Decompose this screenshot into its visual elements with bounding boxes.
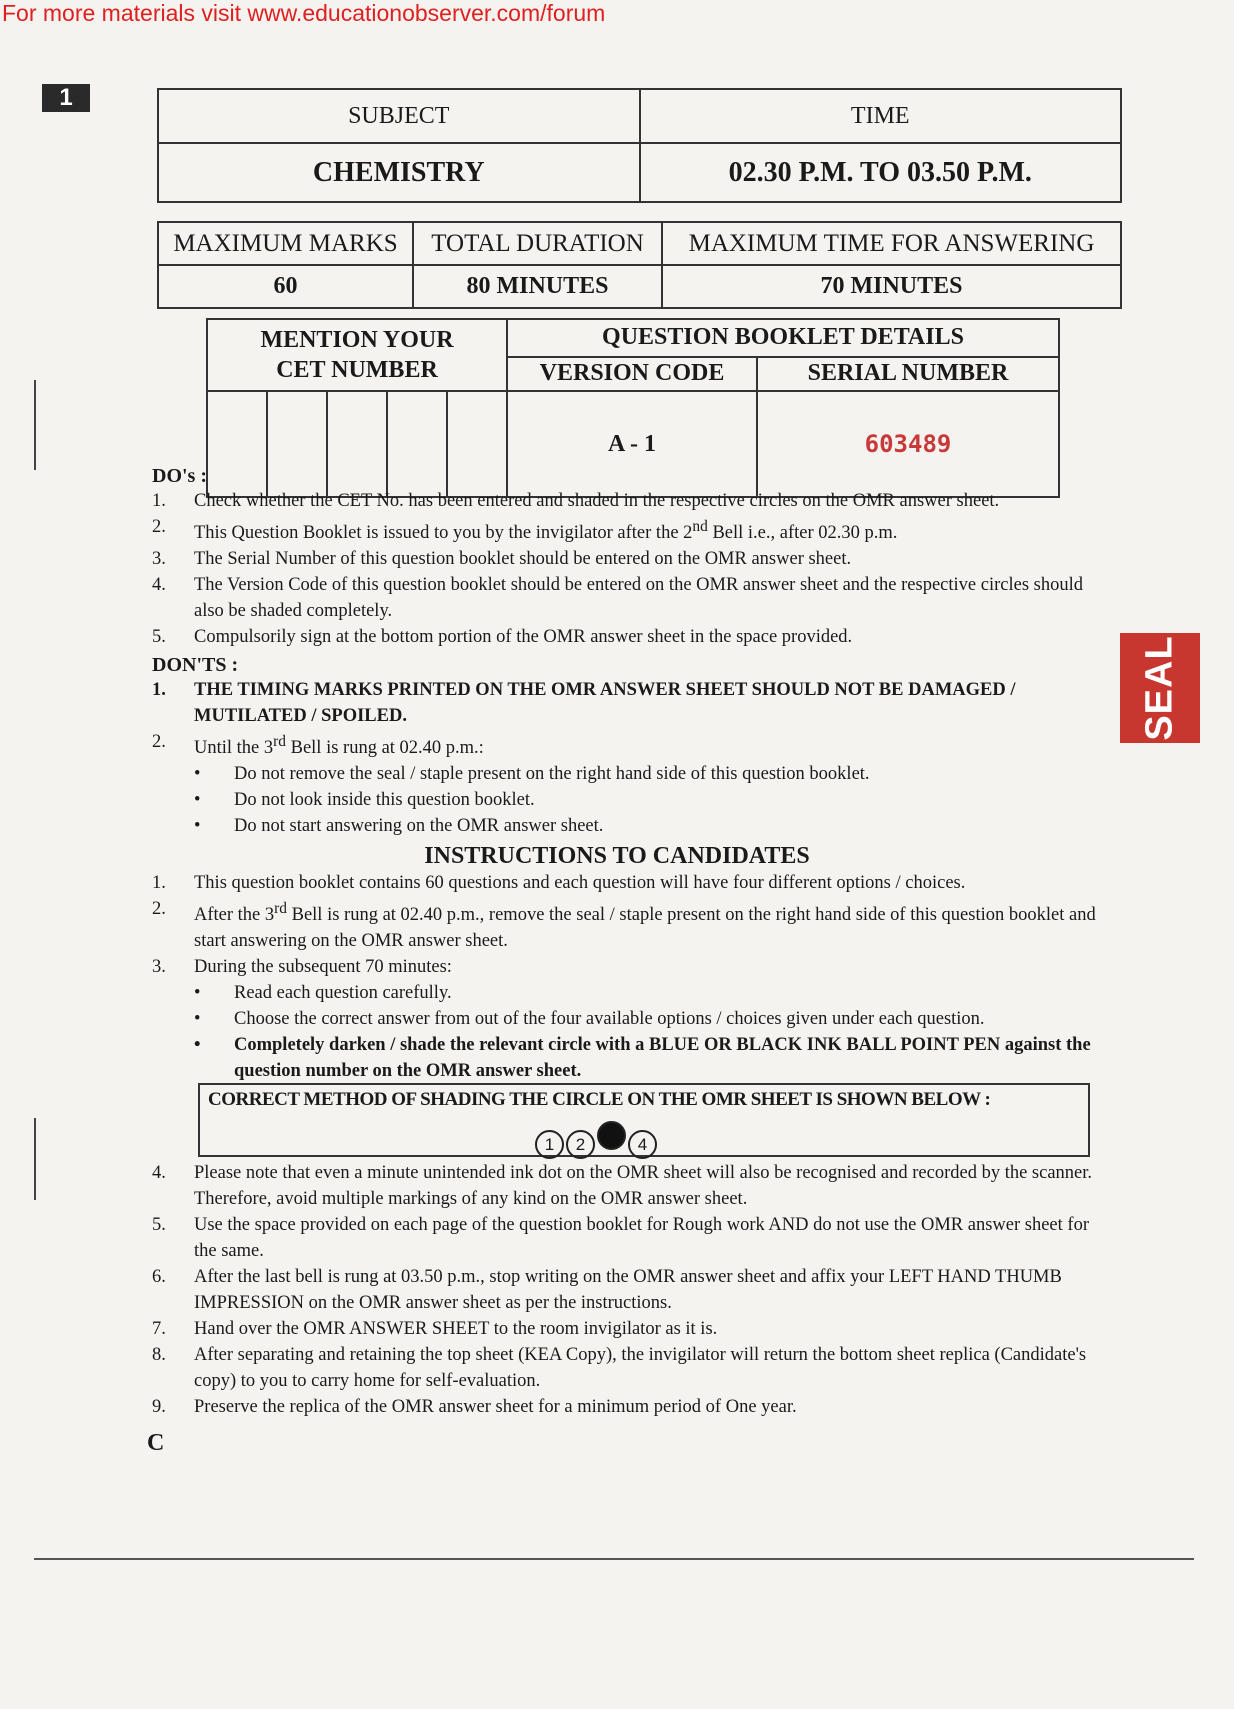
dos-title: DO's : <box>152 465 207 487</box>
item-sup: nd <box>692 518 708 535</box>
item-text: Preserve the replica of the OMR answer sheet for a minimum period of One year. <box>194 1397 797 1417</box>
omr-example-box <box>198 1083 1090 1157</box>
item-text: Please note that even a minute unintended ink dot on the OMR sheet will also be recognised and recorded by the scanner. Therefore, avoid multiple markings of any kind on the OMR answer sheet. <box>194 1163 1093 1209</box>
item-text: Bell is rung at 02.40 p.m., remove the seal / staple present on the right hand side of this question booklet and start answering on the OMR answer sheet. <box>194 905 1096 952</box>
list-item <box>152 1264 1112 1316</box>
item-number: 4. <box>152 575 166 596</box>
version-code-label: VERSION CODE <box>507 357 757 391</box>
item-number: 7. <box>152 1319 166 1339</box>
list-item <box>152 729 1112 839</box>
max-marks-label: MAXIMUM MARKS <box>158 222 413 265</box>
item-number: 3. <box>152 957 166 978</box>
marks-table <box>157 221 1122 309</box>
item-number: 3. <box>152 549 166 570</box>
list-item <box>152 1342 1112 1394</box>
cet-digit-box[interactable] <box>207 391 267 497</box>
cet-digit-box[interactable] <box>387 391 447 497</box>
time-value: 02.30 P.M. TO 03.50 P.M. <box>640 143 1122 202</box>
bullet-item: • Do not look inside this question booklet. <box>194 787 1112 813</box>
bullet-item: • Read each question carefully. <box>194 980 1112 1006</box>
subject-value: CHEMISTRY <box>158 143 640 202</box>
item-number: 4. <box>152 1163 166 1183</box>
item-text: Hand over the OMR ANSWER SHEET to the room invigilator as it is. <box>194 1319 718 1339</box>
instructions-list-continued <box>152 1160 1112 1420</box>
max-time-label: MAXIMUM TIME FOR ANSWERING <box>662 222 1121 265</box>
donts-list <box>152 677 1112 839</box>
item-number: 2. <box>152 732 166 752</box>
instructions-list <box>152 870 1112 1084</box>
item-text: Compulsorily sign at the bottom portion of the OMR answer sheet in the space provided. <box>194 627 853 648</box>
item-text: THE TIMING MARKS PRINTED ON THE OMR ANSWER SHEET SHOULD NOT BE DAMAGED / MUTILATED / SPOILED. <box>194 680 1016 726</box>
omr-option-circle-filled <box>597 1121 626 1150</box>
omr-option-circle: 4 <box>628 1130 657 1159</box>
list-item <box>152 1394 1112 1420</box>
list-item <box>152 870 1112 896</box>
list-item <box>152 954 1112 1084</box>
item-number: 1. <box>152 680 166 700</box>
item-text: After the 3 <box>194 905 275 926</box>
list-item <box>152 896 1112 954</box>
footer-rule <box>34 1558 1194 1560</box>
cet-digit-box[interactable] <box>447 391 507 497</box>
cet-digit-box[interactable] <box>267 391 327 497</box>
margin-mark <box>34 380 36 470</box>
item-number: 2. <box>152 517 166 537</box>
bullet-item: • Choose the correct answer from out of the four available options / choices given under each question. <box>194 1006 1112 1032</box>
item-number: 5. <box>152 627 166 648</box>
omr-option-circle: 1 <box>535 1130 564 1159</box>
item-text: The Version Code of this question booklet should be entered on the OMR answer sheet and the respective circles should also be shaded completely. <box>194 575 1083 622</box>
item-text: Bell is rung at 02.40 p.m.: <box>285 738 484 759</box>
list-item <box>152 546 1112 572</box>
list-item <box>152 514 1112 546</box>
item-number: 6. <box>152 1267 166 1287</box>
omr-option-circle: 2 <box>566 1130 595 1159</box>
max-marks-value: 60 <box>158 265 413 308</box>
list-item <box>152 572 1112 624</box>
serial-number-value: 603489 <box>757 391 1059 497</box>
seal-tab[interactable] <box>1120 633 1200 743</box>
time-label: TIME <box>640 89 1122 143</box>
item-text: Bell i.e., after 02.30 p.m. <box>707 523 898 544</box>
watermark-link[interactable]: For more materials visit www.educationobserver.com/forum <box>2 0 606 26</box>
item-text: During the subsequent 70 minutes: <box>194 957 452 978</box>
page-number: 1 <box>42 84 90 112</box>
booklet-details-table <box>206 318 1060 498</box>
footer-letter: C <box>147 1430 165 1456</box>
item-sup: rd <box>273 733 286 750</box>
item-text: Use the space provided on each page of the question booklet for Rough work AND do not use the OMR answer sheet for the same. <box>194 1215 1089 1261</box>
total-duration-value: 80 MINUTES <box>413 265 662 308</box>
seal-label: SEAL <box>1138 635 1181 741</box>
item-text: After separating and retaining the top sheet (KEA Copy), the invigilator will return the bottom sheet replica (Candidate's copy) to you to carry home for self-evaluation. <box>194 1345 1087 1391</box>
serial-number-label: SERIAL NUMBER <box>757 357 1059 391</box>
donts-title: DON'TS : <box>152 654 239 676</box>
item-text: Until the 3 <box>194 738 274 759</box>
cet-label-line-1: MENTION YOUR <box>260 327 454 353</box>
item-text: Check whether the CET No. has been entered and shaded in the respective circles on the OMR answer sheet. <box>194 491 1000 511</box>
list-item <box>152 677 1112 729</box>
item-number: 8. <box>152 1345 166 1365</box>
max-time-value: 70 MINUTES <box>662 265 1121 308</box>
total-duration-label: TOTAL DURATION <box>413 222 662 265</box>
instructions-title: INSTRUCTIONS TO CANDIDATES <box>424 843 810 869</box>
cet-digit-box[interactable] <box>327 391 387 497</box>
item-number: 9. <box>152 1397 166 1417</box>
list-item <box>152 488 1112 514</box>
item-text: This Question Booklet is issued to you by the invigilator after the 2 <box>194 523 693 544</box>
item-number: 1. <box>152 491 166 511</box>
bullet-item-bold: • Completely darken / shade the relevant circle with a BLUE OR BLACK INK BALL POINT PEN against the question number on the OMR answer sheet. <box>194 1032 1112 1084</box>
dos-list <box>152 488 1112 650</box>
version-code-value: A - 1 <box>507 391 757 497</box>
item-text: After the last bell is rung at 03.50 p.m., stop writing on the OMR answer sheet and affix your LEFT HAND THUMB IMPRESSION on the OMR answer sheet as per the instructions. <box>194 1267 1062 1313</box>
booklet-details-label: QUESTION BOOKLET DETAILS <box>507 319 1059 357</box>
item-text: The Serial Number of this question booklet should be entered on the OMR answer sheet. <box>194 549 852 570</box>
omr-caption: CORRECT METHOD OF SHADING THE CIRCLE ON THE OMR SHEET IS SHOWN BELOW : <box>208 1089 991 1110</box>
list-item <box>152 624 1112 650</box>
list-item <box>152 1316 1112 1342</box>
subject-table <box>157 88 1122 203</box>
item-text: This question booklet contains 60 questions and each question will have four different options / choices. <box>194 873 966 893</box>
instructions-bullets <box>194 980 1112 1084</box>
bullet-item: • Do not remove the seal / staple present on the right hand side of this question booklet. <box>194 761 1112 787</box>
item-number: 5. <box>152 1215 166 1235</box>
omr-circles <box>535 1121 659 1159</box>
bullet-item: • Do not start answering on the OMR answer sheet. <box>194 813 1112 839</box>
cet-number-label <box>207 319 507 391</box>
item-sup: rd <box>274 900 287 917</box>
cet-label-line-2: CET NUMBER <box>276 357 438 383</box>
list-item <box>152 1212 1112 1264</box>
margin-mark <box>34 1118 36 1200</box>
list-item <box>152 1160 1112 1212</box>
item-number: 2. <box>152 899 166 919</box>
item-number: 1. <box>152 873 166 893</box>
subject-label: SUBJECT <box>158 89 640 143</box>
donts-bullets <box>194 761 1112 839</box>
